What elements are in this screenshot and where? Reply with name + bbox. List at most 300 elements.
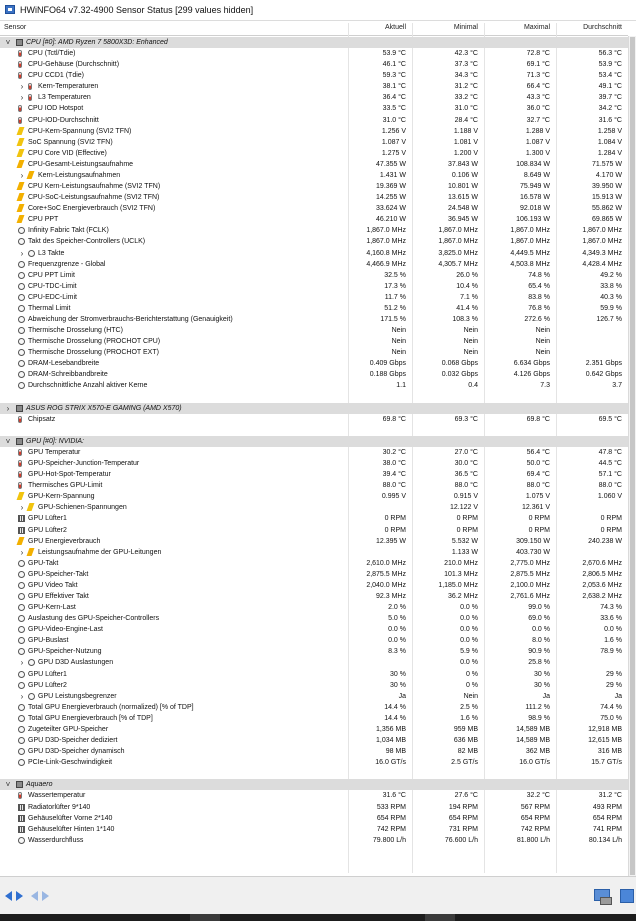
sensor-row[interactable] xyxy=(0,491,628,502)
sensor-row[interactable] xyxy=(0,447,628,458)
sensor-label: Thermisches GPU-Limit xyxy=(28,482,103,489)
value-current: 79.800 L/h xyxy=(372,837,406,844)
temp-icon xyxy=(18,471,22,478)
value-current: 12.395 W xyxy=(376,538,406,545)
sensor-label: GPU-Kern-Last xyxy=(28,604,76,611)
collapse-chevron-icon[interactable]: ˅ xyxy=(5,38,11,47)
value-avg: 4,428.4 MHz xyxy=(582,261,622,268)
power-icon xyxy=(27,171,35,179)
value-min: 12.122 V xyxy=(449,504,478,511)
value-min: 36.5 °C xyxy=(454,471,478,478)
value-avg: 1.084 V xyxy=(597,139,622,146)
sensor-row[interactable] xyxy=(0,48,628,59)
network-icon[interactable] xyxy=(592,885,614,907)
value-current: 1,034 MB xyxy=(376,737,406,744)
sensor-group-header[interactable] xyxy=(0,403,628,414)
sensor-row[interactable] xyxy=(0,159,628,170)
value-current: 39.4 °C xyxy=(382,471,406,478)
value-current: 654 RPM xyxy=(376,815,406,822)
sensor-label: Gehäuselüfter Hinten 1*140 xyxy=(28,826,115,833)
sensor-row[interactable] xyxy=(0,835,628,846)
chip-icon xyxy=(16,438,23,445)
value-max: 2,761.6 MHz xyxy=(510,593,550,600)
value-min: 108.3 % xyxy=(452,316,478,323)
taskbar-strip xyxy=(0,914,636,921)
value-max: 567 RPM xyxy=(520,804,550,811)
chip-icon xyxy=(16,405,23,412)
sensor-row[interactable] xyxy=(0,126,628,137)
value-avg: 39.7 °C xyxy=(598,94,622,101)
sensor-label: Total GPU Energieverbrauch (normalized) [% of TDP] xyxy=(28,704,194,711)
sensor-row[interactable] xyxy=(0,248,628,259)
value-current: 32.5 % xyxy=(384,272,406,279)
value-avg: 33.6 % xyxy=(600,615,622,622)
volt-icon xyxy=(17,127,25,135)
clock-icon xyxy=(18,316,25,323)
power-icon xyxy=(17,182,25,190)
value-min: 1.200 V xyxy=(453,150,478,157)
value-min: 28.4 °C xyxy=(454,117,478,124)
value-max: 14,589 MB xyxy=(516,737,550,744)
collapse-chevron-icon[interactable]: ˅ xyxy=(5,780,11,789)
value-max: 69.0 % xyxy=(528,615,550,622)
value-avg: 1,867.0 MHz xyxy=(582,227,622,234)
value-max: 4.126 Gbps xyxy=(513,371,550,378)
value-current: Nein xyxy=(391,327,406,334)
sensor-group-header[interactable] xyxy=(0,779,628,790)
sensor-row[interactable] xyxy=(0,303,628,314)
sensor-label: GPU-Speicher-Junction-Temperatur xyxy=(28,460,140,467)
value-current: 0.188 Gbps xyxy=(369,371,406,378)
sensor-row[interactable] xyxy=(0,292,628,303)
sensor-label: GPU Energieverbrauch xyxy=(28,538,101,545)
sensor-row[interactable] xyxy=(0,613,628,624)
value-min: Nein xyxy=(463,693,478,700)
fan-icon xyxy=(18,826,25,833)
sensor-label: GPU-Schienen-Spannungen xyxy=(38,504,127,511)
sensor-row[interactable] xyxy=(0,646,628,657)
expand-chevron-icon[interactable]: › xyxy=(6,404,10,413)
value-avg: 1.258 V xyxy=(597,128,622,135)
sensor-row[interactable] xyxy=(0,813,628,824)
value-avg: 1.6 % xyxy=(604,637,622,644)
sensor-row[interactable] xyxy=(0,314,628,325)
sensor-row[interactable] xyxy=(0,824,628,835)
clock-icon xyxy=(18,382,25,389)
sensor-row[interactable] xyxy=(0,181,628,192)
clock-icon xyxy=(18,648,25,655)
value-current: 59.3 °C xyxy=(382,72,406,79)
sensor-label: Auslastung des GPU-Speicher-Controllers xyxy=(28,615,160,622)
sensor-label: CPU-Gehäuse (Durchschnitt) xyxy=(28,61,120,68)
sensor-label: GPU D3D Auslastungen xyxy=(38,659,114,666)
value-max: 309.150 W xyxy=(516,538,550,545)
value-min: 0.106 W xyxy=(451,172,478,179)
clock-icon xyxy=(18,327,25,334)
column-min[interactable]: Minimal xyxy=(453,24,478,31)
value-avg: 2,638.2 MHz xyxy=(582,593,622,600)
sensor-row[interactable] xyxy=(0,680,628,691)
value-max: Ja xyxy=(542,693,550,700)
sensor-row[interactable] xyxy=(0,702,628,713)
app-icon xyxy=(5,5,15,14)
sensor-row[interactable] xyxy=(0,70,628,81)
sensor-row[interactable] xyxy=(0,81,628,92)
sensor-label: GPU Effektiver Takt xyxy=(28,593,89,600)
sensor-label: Kern-Temperaturen xyxy=(38,83,99,90)
value-min: 194 RPM xyxy=(448,804,478,811)
sensor-label: CPU-IOD-Durchschnitt xyxy=(28,117,99,124)
value-avg: 0 RPM xyxy=(600,515,622,522)
sensor-row[interactable] xyxy=(0,635,628,646)
sensor-label: Infinity Fabric Takt (FCLK) xyxy=(28,227,109,234)
value-current: 171.5 % xyxy=(380,316,406,323)
value-max: Nein xyxy=(535,327,550,334)
sensor-row[interactable] xyxy=(0,558,628,569)
sensor-row[interactable] xyxy=(0,281,628,292)
sensor-label: Gehäuselüfter Vorne 2*140 xyxy=(28,815,113,822)
value-current: 0.995 V xyxy=(381,493,406,500)
value-avg: 44.5 °C xyxy=(598,460,622,467)
sensor-label: Wassertemperatur xyxy=(28,792,86,799)
sensor-label: Radiatorlüfter 9*140 xyxy=(28,804,91,811)
sensor-row[interactable] xyxy=(0,757,628,768)
value-avg: 2,053.6 MHz xyxy=(582,582,622,589)
sensor-group-header[interactable] xyxy=(0,436,628,447)
temp-icon xyxy=(18,449,22,456)
value-current: 33.624 W xyxy=(376,205,406,212)
volt-icon xyxy=(27,503,35,511)
clock-icon xyxy=(18,571,25,578)
value-max: 56.4 °C xyxy=(526,449,550,456)
sensor-row[interactable] xyxy=(0,657,628,668)
sensor-label: Thermische Drosselung (PROCHOT CPU) xyxy=(28,338,161,345)
value-current: Nein xyxy=(391,349,406,356)
clock-icon xyxy=(28,693,35,700)
expand-chevron-icon[interactable]: › xyxy=(20,93,24,102)
sensor-label: GPU Lüfter1 xyxy=(28,671,67,678)
sensor-label: ASUS ROG STRIX X570-E GAMING (AMD X570) xyxy=(26,405,182,412)
column-header xyxy=(0,21,628,36)
expand-chevron-icon[interactable]: › xyxy=(20,503,24,512)
value-current: 38.0 °C xyxy=(382,460,406,467)
sensor-row[interactable] xyxy=(0,691,628,702)
value-min: 654 RPM xyxy=(448,815,478,822)
sensor-row[interactable] xyxy=(0,192,628,203)
sensor-row[interactable] xyxy=(0,225,628,236)
value-avg: 12,615 MB xyxy=(588,737,622,744)
clock-icon xyxy=(18,715,25,722)
sensor-row[interactable] xyxy=(0,336,628,347)
value-avg: 33.8 % xyxy=(600,283,622,290)
value-min: 101.3 MHz xyxy=(444,571,478,578)
value-avg: 4,349.3 MHz xyxy=(582,250,622,257)
value-min: 0.068 Gbps xyxy=(441,360,478,367)
expand-chevron-icon[interactable]: › xyxy=(20,548,24,557)
expand-chevron-icon[interactable]: › xyxy=(20,171,24,180)
sensor-row[interactable] xyxy=(0,547,628,558)
value-min: 31.2 °C xyxy=(454,83,478,90)
column-max[interactable]: Maximal xyxy=(523,24,550,31)
sensor-row[interactable] xyxy=(0,480,628,491)
value-current: 1.087 V xyxy=(381,139,406,146)
value-max: 76.8 % xyxy=(528,305,550,312)
value-min: Nein xyxy=(463,349,478,356)
expand-chevron-icon[interactable]: › xyxy=(20,692,24,701)
sensor-label: CPU-TDC-Limit xyxy=(28,283,77,290)
value-avg: 74.4 % xyxy=(600,704,622,711)
value-max: 0 RPM xyxy=(528,527,550,534)
chip-icon xyxy=(16,781,23,788)
value-current: 51.2 % xyxy=(384,305,406,312)
sensor-label: GPU Video Takt xyxy=(28,582,78,589)
value-avg: 15.913 W xyxy=(592,194,622,201)
value-avg: 29 % xyxy=(606,682,622,689)
sensor-row[interactable] xyxy=(0,170,628,181)
sensor-row[interactable] xyxy=(0,724,628,735)
value-avg: 53.4 °C xyxy=(598,72,622,79)
sensor-row[interactable] xyxy=(0,569,628,580)
value-min: 13.615 W xyxy=(448,194,478,201)
collapse-chevron-icon[interactable]: ˅ xyxy=(5,437,11,446)
value-max: 6.634 Gbps xyxy=(513,360,550,367)
sensor-label: SoC Spannung (SVI2 TFN) xyxy=(28,139,113,146)
sensor-label: CPU-Kern-Spannung (SVI2 TFN) xyxy=(28,128,132,135)
value-min: 0 % xyxy=(465,671,478,678)
value-avg: 1.060 V xyxy=(597,493,622,500)
clock-icon xyxy=(28,659,35,666)
value-max: 1,867.0 MHz xyxy=(510,238,550,245)
value-max: 0 RPM xyxy=(528,515,550,522)
value-current: 17.3 % xyxy=(384,283,406,290)
value-avg: 49.2 % xyxy=(600,272,622,279)
value-avg: 1,867.0 MHz xyxy=(582,238,622,245)
sensor-label: Leistungsaufnahme der GPU-Leitungen xyxy=(38,549,162,556)
sensor-label: CPU PPT Limit xyxy=(28,272,75,279)
sensor-row[interactable] xyxy=(0,59,628,70)
clock-icon xyxy=(18,283,25,290)
sensor-row[interactable] xyxy=(0,580,628,591)
sensor-row[interactable] xyxy=(0,325,628,336)
sensor-row[interactable] xyxy=(0,525,628,536)
value-min: 0.0 % xyxy=(460,615,478,622)
value-max: 1.075 V xyxy=(525,493,550,500)
value-avg: 59.9 % xyxy=(600,305,622,312)
power-icon xyxy=(17,204,25,212)
extra-icon[interactable] xyxy=(618,885,636,907)
sensor-label: L3 Takte xyxy=(38,250,65,257)
sensor-label: CPU Kern-Leistungsaufnahme (SVI2 TFN) xyxy=(28,183,161,190)
value-max: 2,100.0 MHz xyxy=(510,582,550,589)
value-current: 31.0 °C xyxy=(382,117,406,124)
sensor-label: GPU-Video-Engine-Last xyxy=(28,626,103,633)
value-min: 1,867.0 MHz xyxy=(438,227,478,234)
value-max: 0.0 % xyxy=(532,626,550,633)
clock-icon xyxy=(18,726,25,733)
sensor-label: GPU Temperatur xyxy=(28,449,81,456)
clock-icon xyxy=(18,737,25,744)
value-min: 2.5 GT/s xyxy=(451,759,478,766)
clock-icon xyxy=(18,604,25,611)
sensor-label: GPU [#0]: NVIDIA: xyxy=(26,438,84,445)
sensor-row[interactable] xyxy=(0,115,628,126)
value-avg: 69.865 W xyxy=(592,216,622,223)
sensor-row[interactable] xyxy=(0,369,628,380)
value-min: 0 % xyxy=(465,682,478,689)
value-current: 2.0 % xyxy=(388,604,406,611)
value-current: 1.275 V xyxy=(381,150,406,157)
value-current: 30.2 °C xyxy=(382,449,406,456)
scrollbar-thumb[interactable] xyxy=(630,37,635,875)
sensor-label: GPU-Hot-Spot-Temperatur xyxy=(28,471,111,478)
sensor-row[interactable] xyxy=(0,624,628,635)
value-min: 731 RPM xyxy=(448,826,478,833)
value-max: 1,867.0 MHz xyxy=(510,227,550,234)
sensor-row[interactable] xyxy=(0,358,628,369)
value-min: 10.801 W xyxy=(448,183,478,190)
sensor-row[interactable] xyxy=(0,469,628,480)
nav-dim-icon[interactable] xyxy=(30,885,52,907)
value-max: 403.730 W xyxy=(516,549,550,556)
nav-left-right-icon[interactable] xyxy=(4,885,26,907)
sensor-row[interactable] xyxy=(0,591,628,602)
window-title: HWiNFO64 v7.32-4900 Sensor Status [299 values hidden] xyxy=(20,5,254,15)
value-min: 69.3 °C xyxy=(454,416,478,423)
value-max: 81.800 L/h xyxy=(516,837,550,844)
sensor-row[interactable] xyxy=(0,380,628,391)
sensor-row[interactable] xyxy=(0,103,628,114)
value-avg: 316 MB xyxy=(597,748,622,755)
sensor-row[interactable] xyxy=(0,203,628,214)
value-max: 69.1 °C xyxy=(526,61,550,68)
clock-icon xyxy=(18,593,25,600)
value-avg: 0 RPM xyxy=(600,527,622,534)
value-max: 7.3 xyxy=(540,382,550,389)
value-min: 0.915 V xyxy=(453,493,478,500)
value-min: 2.5 % xyxy=(460,704,478,711)
sensor-row[interactable] xyxy=(0,270,628,281)
expand-chevron-icon[interactable]: › xyxy=(20,658,24,667)
sensor-label: PCIe-Link-Geschwindigkeit xyxy=(28,759,113,766)
value-avg: 47.8 °C xyxy=(598,449,622,456)
value-avg: 126.7 % xyxy=(596,316,622,323)
value-min: 42.3 °C xyxy=(454,50,478,57)
sensor-row[interactable] xyxy=(0,137,628,148)
value-avg: 31.6 °C xyxy=(598,117,622,124)
value-current: 46.1 °C xyxy=(382,61,406,68)
blank-row xyxy=(0,392,628,403)
sensor-row[interactable] xyxy=(0,669,628,680)
value-current: 30 % xyxy=(390,671,406,678)
value-min: 0.4 xyxy=(468,382,478,389)
volt-icon xyxy=(17,138,25,146)
sensor-row[interactable] xyxy=(0,536,628,547)
sensor-row[interactable] xyxy=(0,746,628,757)
value-min: 76.600 L/h xyxy=(444,837,478,844)
sensor-row[interactable] xyxy=(0,513,628,524)
value-avg: 74.3 % xyxy=(600,604,622,611)
sensor-row[interactable] xyxy=(0,259,628,270)
column-avg[interactable]: Durchschnitt xyxy=(583,24,622,31)
sensor-row[interactable] xyxy=(0,502,628,513)
sensor-row[interactable] xyxy=(0,92,628,103)
clock-icon xyxy=(18,748,25,755)
value-min: 0.032 Gbps xyxy=(441,371,478,378)
column-current[interactable]: Aktuell xyxy=(384,24,406,31)
value-max: 272.6 % xyxy=(524,316,550,323)
value-current: 1.431 W xyxy=(379,172,406,179)
value-min: Nein xyxy=(463,327,478,334)
value-max: 36.0 °C xyxy=(526,105,550,112)
clock-icon xyxy=(18,704,25,711)
sensor-label: Kern-Leistungsaufnahmen xyxy=(38,172,121,179)
value-max: 71.3 °C xyxy=(526,72,550,79)
value-min: 1.188 V xyxy=(453,128,478,135)
value-min: 27.6 °C xyxy=(454,792,478,799)
value-avg: 56.3 °C xyxy=(598,50,622,57)
value-current: 92.3 MHz xyxy=(376,593,406,600)
value-max: 92.018 W xyxy=(520,205,550,212)
expand-chevron-icon[interactable]: › xyxy=(20,249,24,258)
sensor-row[interactable] xyxy=(0,347,628,358)
value-current: 1,867.0 MHz xyxy=(366,227,406,234)
value-max: 8.0 % xyxy=(532,637,550,644)
temp-icon xyxy=(28,83,32,90)
value-min: 37.3 °C xyxy=(454,61,478,68)
column-sensor[interactable]: Sensor xyxy=(4,24,27,31)
value-min: 1,185.0 MHz xyxy=(438,582,478,589)
value-max: 75.949 W xyxy=(520,183,550,190)
sensor-row[interactable] xyxy=(0,802,628,813)
sensor-row[interactable] xyxy=(0,713,628,724)
clock-icon xyxy=(18,261,25,268)
sensor-label: GPU-Kern-Spannung xyxy=(28,493,95,500)
value-avg: 0.0 % xyxy=(604,626,622,633)
chip-icon xyxy=(16,39,23,46)
sensor-row[interactable] xyxy=(0,414,628,425)
sensor-group-header[interactable] xyxy=(0,37,628,48)
value-max: 106.193 W xyxy=(516,216,550,223)
sensor-label: Takt des Speicher-Controllers (UCLK) xyxy=(28,238,146,245)
value-min: 0.0 % xyxy=(460,604,478,611)
vertical-scrollbar[interactable] xyxy=(628,36,636,876)
value-max: 98.9 % xyxy=(528,715,550,722)
sensor-label: GPU-Buslast xyxy=(28,637,69,644)
sensor-row[interactable] xyxy=(0,602,628,613)
sensor-row[interactable] xyxy=(0,735,628,746)
value-current: 36.4 °C xyxy=(382,94,406,101)
sensor-label: Zugeteilter GPU-Speicher xyxy=(28,726,109,733)
value-current: 1.1 xyxy=(396,382,406,389)
value-current: 0.0 % xyxy=(388,637,406,644)
sensor-row[interactable] xyxy=(0,214,628,225)
sensor-row[interactable] xyxy=(0,236,628,247)
value-current: 5.0 % xyxy=(388,615,406,622)
sensor-row[interactable] xyxy=(0,148,628,159)
sensor-row[interactable] xyxy=(0,458,628,469)
sensor-row[interactable] xyxy=(0,790,628,801)
value-min: 3,825.0 MHz xyxy=(438,250,478,257)
value-current: 742 RPM xyxy=(376,826,406,833)
sensor-label: Durchschnittliche Anzahl aktiver Kerne xyxy=(28,382,148,389)
value-avg: 80.134 L/h xyxy=(588,837,622,844)
value-current: 46.210 W xyxy=(376,216,406,223)
value-current: 11.7 % xyxy=(384,294,406,301)
expand-chevron-icon[interactable]: › xyxy=(20,82,24,91)
value-min: 0 RPM xyxy=(456,515,478,522)
value-avg: 78.9 % xyxy=(600,648,622,655)
value-max: 108.834 W xyxy=(516,161,550,168)
